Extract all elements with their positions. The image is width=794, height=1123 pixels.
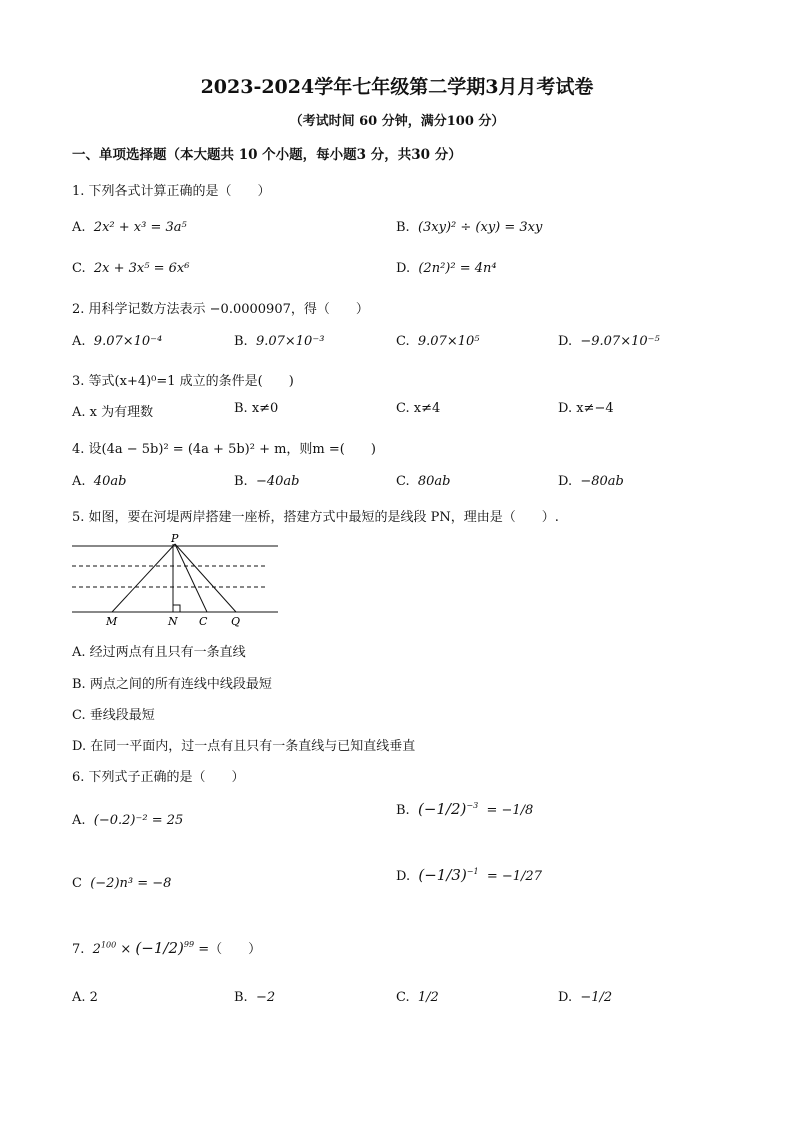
q7-option-d: D. −1/2 <box>558 990 613 1005</box>
segment-pc <box>175 544 207 612</box>
q3-stem: 3. 等式(x+4)⁰=1 成立的条件是( ) <box>72 374 294 389</box>
q1-stem: 1. 下列各式计算正确的是（ ） <box>72 184 271 199</box>
q4-option-a: A. 40ab <box>72 474 127 489</box>
q4-option-b: B. −40ab <box>234 474 300 489</box>
q5-option-d: D. 在同一平面内，过一点有且只有一条直线与已知直线垂直 <box>72 739 416 754</box>
q6-option-d: D. $(-1/3)^{-1} = -1/27$ <box>396 866 542 884</box>
q3-option-b: B. x≠0 <box>234 401 279 416</box>
q6-option-c: C (−2)n³ = −8 <box>72 876 172 891</box>
page-title: 2023-2024学年七年级第二学期3月月考试卷 <box>200 76 594 98</box>
q3-option-c: C. x≠4 <box>396 401 441 416</box>
section-heading: 一、单项选择题（本大题共 10 个小题，每小题3 分，共30 分） <box>72 147 462 163</box>
point-label-c: C <box>199 615 208 628</box>
q6-stem: 6. 下列式子正确的是（ ） <box>72 770 245 785</box>
q4-stem: 4. 设(4a − 5b)² = (4a + 5b)² + m，则m =( ) <box>72 442 376 457</box>
q7-stem: 7. $2^{100} \times (-1/2)^{99}$ =（ ） <box>72 939 262 957</box>
q3-option-d: D. x≠−4 <box>558 401 614 416</box>
point-label-m: M <box>106 615 118 628</box>
segment-pm <box>112 544 175 612</box>
q2-option-b: B. 9.07×10⁻³ <box>234 334 325 349</box>
q5-option-c: C. 垂线段最短 <box>72 708 155 723</box>
q5-option-a: A. 经过两点有且只有一条直线 <box>72 645 246 660</box>
q5-option-b: B. 两点之间的所有连线中线段最短 <box>72 677 272 692</box>
q5-stem: 5. 如图，要在河堤两岸搭建一座桥，搭建方式中最短的是线段 PN，理由是（ ）. <box>72 510 559 525</box>
q3-option-a: A. x 为有理数 <box>72 405 154 420</box>
q1-option-c: C. 2x + 3x⁵ = 6x⁶ <box>72 261 190 276</box>
q1-option-d: D. (2n²)² = 4n⁴ <box>396 261 497 276</box>
q2-option-c: C. 9.07×10⁵ <box>396 334 480 349</box>
q1-option-b: B. (3xy)² ÷ (xy) = 3xy <box>396 220 543 235</box>
q1-option-a: A. 2x² + x³ = 3a⁵ <box>72 220 187 235</box>
point-label-p: P <box>171 532 179 545</box>
q4-option-c: C. 80ab <box>396 474 451 489</box>
segment-pq <box>175 544 236 612</box>
q2-stem: 2. 用科学记数方法表示 −0.0000907，得（ ） <box>72 302 369 317</box>
right-angle-mark <box>173 605 180 612</box>
q2-option-d: D. −9.07×10⁻⁵ <box>558 334 660 349</box>
q7-option-a: A. 2 <box>72 990 98 1005</box>
point-label-n: N <box>168 615 178 628</box>
q6-option-b: B. $(-1/2)^{-3} = -1/8$ <box>396 800 534 818</box>
river-bridge-figure <box>70 532 282 628</box>
q2-option-a: A. 9.07×10⁻⁴ <box>72 334 163 349</box>
q6-option-a: A. (−0.2)⁻² = 25 <box>72 813 184 828</box>
point-label-q: Q <box>231 615 241 628</box>
exam-info: （考试时间 60 分钟，满分100 分） <box>289 114 505 129</box>
q7-option-b: B. −2 <box>234 990 276 1005</box>
q7-option-c: C. 1/2 <box>396 990 439 1005</box>
q4-option-d: D. −80ab <box>558 474 624 489</box>
